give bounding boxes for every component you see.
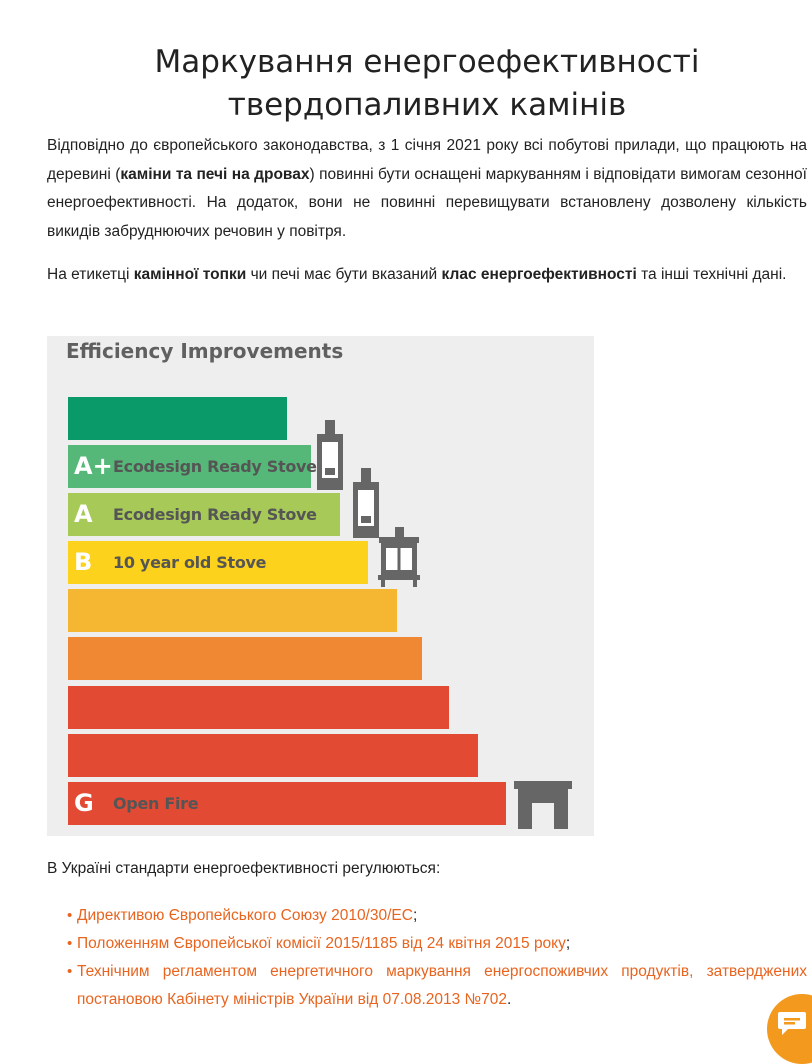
slim-stove-icon — [316, 420, 344, 490]
bullet-icon: • — [67, 907, 73, 924]
bar-label: Ecodesign Ready Stove — [113, 457, 317, 476]
bullet-icon: • — [67, 935, 73, 952]
intro-paragraph — [47, 132, 807, 246]
directive-link[interactable]: Директивою Європейського Союзу 2010/30/ЕС — [77, 907, 413, 924]
efficiency-bar-a — [68, 493, 340, 536]
efficiency-bar-b — [68, 541, 368, 584]
efficiency-bar-a-plus — [68, 445, 317, 488]
stove-icon — [375, 527, 423, 587]
standards-intro: В Україні стандарти енергоефективності регулюються: — [47, 860, 441, 877]
bar-label: Open Fire — [113, 794, 199, 813]
paragraph1-bold: каміни та печі на дровах — [120, 165, 310, 183]
bar-letter: G — [74, 789, 94, 817]
page-title-line1: Маркування енергоефективності — [154, 43, 700, 80]
efficiency-bar-d — [68, 637, 422, 680]
list-item — [67, 930, 807, 958]
page-title-line2: твердопаливних камінів — [227, 86, 627, 123]
paragraph2-text-b: чи печі має бути вказаний — [246, 266, 442, 283]
bar-label: 10 year old Stove — [113, 553, 267, 572]
figure-title: Efficiency Improvements — [66, 339, 344, 363]
efficiency-figure — [47, 336, 594, 836]
paragraph2-bold-b: клас енергоефективності — [441, 266, 637, 283]
technical-regulation-link[interactable]: Технічним регламентом енергетичного маркування енергоспоживчих продуктів, затверджених постановою Кабінету міністрів України від 07.08.2013 №702 — [77, 963, 807, 1008]
list-item — [67, 902, 807, 930]
list-item-tail: ; — [412, 907, 418, 924]
list-item-tail: . — [507, 991, 512, 1008]
bar-letter: B — [74, 548, 93, 576]
chat-bubble-icon — [777, 1010, 807, 1036]
paragraph1-text-b: ) повинні бути оснащені маркуванням і відповідати вимогам сезонної енергоефективності. На додаток, вони не повинні перевищувати встановлену дозволену кількість викидів забруднюючих речовин у повітря. — [47, 165, 807, 240]
list-item-tail: ; — [565, 935, 571, 952]
efficiency-bar-g — [68, 782, 506, 825]
bar-letter: A+ — [74, 452, 113, 480]
paragraph1-text-a: Відповідно до європейського законодавства, з 1 січня 2021 року всі побутові прилади, що працюють на деревині ( — [47, 137, 807, 183]
efficiency-bar-e — [68, 686, 449, 729]
fireplace-icon — [514, 781, 574, 829]
bullet-icon: • — [67, 963, 73, 980]
paragraph2-text-c: та інші технічні дані. — [636, 266, 787, 283]
efficiency-bar-top — [68, 397, 287, 440]
list-item — [67, 958, 807, 1014]
paragraph2-text-a: На етикетці — [47, 266, 134, 283]
efficiency-bar-f — [68, 734, 478, 777]
standards-list — [67, 902, 807, 1014]
regulation-link[interactable]: Положенням Європейської комісії 2015/1185 від 24 квітня 2015 року — [77, 935, 566, 952]
bar-letter: A — [74, 500, 93, 528]
bar-label: Ecodesign Ready Stove — [113, 505, 317, 524]
paragraph2-bold-a: камінної топки — [133, 266, 247, 283]
efficiency-bar-c — [68, 589, 397, 632]
page-title — [0, 41, 812, 127]
label-paragraph — [47, 261, 807, 290]
